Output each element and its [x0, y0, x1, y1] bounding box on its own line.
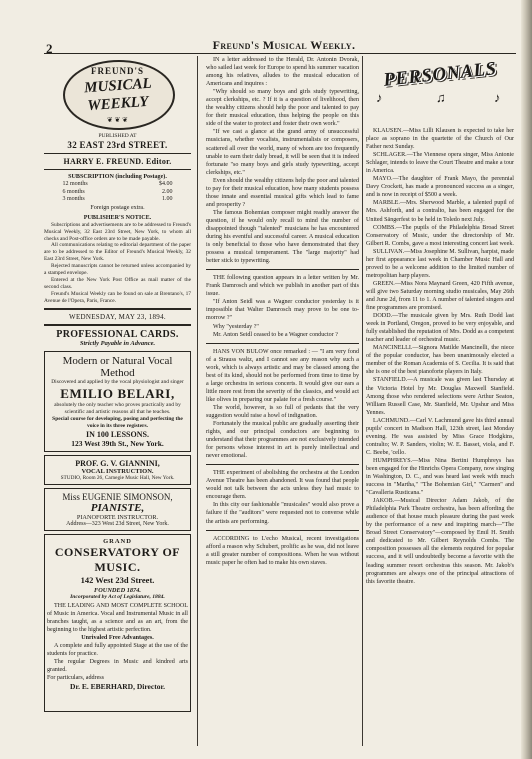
personal-item: KLAUSEN.—Miss Lilli Klausen is expected to take her place as soprano in the quartette of the Church of Our Father next Sunday.: [366, 128, 514, 151]
giannini-card: PROF. G. V. GIANNINI, VOCAL INSTRUCTION. STUDIO, Room 26, Carnegie Music Hall, New York.: [44, 455, 191, 485]
simonson-name: Miss EUGENIE SIMONSON,: [62, 491, 173, 502]
personals-column: [366, 56, 514, 746]
personals-list: [366, 127, 514, 586]
running-head: Freund's Musical Weekly.: [212, 38, 356, 52]
subscription-table: 12 months $4.00 6 months 2.00 3 months 1.00: [62, 181, 173, 203]
editorial-paragraph: Even should the wealthy citizens help the poor and talented to pay for their musical education, how many students possess those innate and essential musical gifts which lead to fame and prosperity ?: [206, 177, 359, 208]
giannini-name: PROF. G. V. GIANNINI,: [75, 458, 160, 468]
editorial-paragraph: Mr. Anton Seidl ceased to be a Wagner conductor ?: [213, 331, 338, 338]
foreign-postage: Foreign postage extra.: [90, 204, 145, 211]
notice-paragraph: Subscriptions and advertisements are to be addressed to Freund's Musical Weekly, 32 East 23rd Street, New York, to whom all checks and Post-office orders are to be made payable.: [44, 221, 191, 242]
personal-item: STANFIELD.—A musicale was given last Thursday at the Victoria Hotel by Mr. Douglas Maxwell Stanfield. Among those who rendered selections were Arthur Seaton, William Russell Case, Mr. Stanfield, Mr. Upshur and Miss Yennes.: [366, 377, 514, 416]
editorial-paragraph: "Why should so many boys and girls study typewriting, accept clerkships, etc. ? If it is a question of livelihood, then the wealthy citizens should help the poor and talented to pay for their musical education, thus helping the people on this side of the water to protect and foster their own work.": [206, 89, 359, 128]
editorial-paragraph: "If we cast a glance at the grand army of unsuccessful musicians, whether vocalists, instrumentalists or composers, scattered all over the world, many of whom are too frequently unable to earn their daily bread, it will be seen that it is indeed fortunate "so many boys and girls study typewriting, accept clerkships, etc.": [206, 129, 359, 176]
editorial-paragraph: The famous Bohemian composer might readily answer the question, if he would only recall to mind the number of disappointed though "talented" musicians he has encountered during his eventful and successful career. A musical education is only beneficial to those who have demonstrated that they possess a musical temperament. The "large majority" had better stick to typewriting.: [206, 209, 359, 265]
personal-item: DODD.—The musicale given by Mrs. Ruth Dodd last week in Portland, Oregon, proved to be very enjoyable, and fully established the reputation of Mrs. Dodd as a competent teacher and leader of orchestral music.: [366, 313, 514, 344]
editor-line: HARRY E. FREUND. Editor.: [63, 157, 172, 167]
notice-paragraph: Rejected manuscripts cannot be returned unless accompanied by a stamped envelope.: [44, 263, 191, 277]
personal-item: LACHMUND.—Carl V. Lachmund gave his third annual pupils' concert in Madison Hall, 123th street, last Monday evening. He was assisted by Miss Grace Hodgkins, contralto; W. P. Sanders, violin; W. E. Basset, viola, and F. C. Beebe, 'cello.: [366, 417, 514, 456]
professional-cards-heading: PROFESSIONAL CARDS.: [56, 328, 179, 340]
conservatory-card: GRAND CONSERVATORY OF MUSIC. 142 West 23d Street. FOUNDED 1874. Incorporated by Act of Legislature, 1884. THE LEADING AND MOST COMPLETE SCHOOL of Music in America. Vocal and Instrumental Music in all branches taught, as a science and as an art, from the beginning to the highest artistic perfection. Unrivaled Free Advantages. A complete and fully appointed Stage at the use of the students for practice. The regular Degrees in Music and kindred arts granted. For particulars, address Dr. E. EBERHARD, Director.: [44, 534, 191, 712]
belari-name: EMILIO BELARI,: [60, 385, 175, 401]
personal-item: COMBS.—The pupils of the Philadelphia Broad Street Conservatory of Music, under the directorship of Mr. Gilbert R. Combs, gave a most interesting concert last week.: [366, 224, 514, 247]
header-rule: [44, 53, 516, 54]
editorial-paragraph: HANS VON BULOW once remarked : — "I am very fond of a Strauss waltz, and I cannot see any reason why such a work, which is always artistic and may be classed among the best of its kind, should not be performed from time to time by a large orchestra in serious concerts. It would give our ears a little more rest from the severity of the classics, and would act like olives in preparing our palate for a fresh course.": [206, 348, 359, 403]
editorial-column: [206, 56, 359, 746]
published-at: PUBLISHED AT: [98, 133, 137, 139]
editorial-paragraph: THE experiment of abolishing the orchestra at the London Avenue Theatre has been abandoned. It was found that people would not talk between the acts unless they had music to encourage them.: [206, 470, 359, 501]
dancer-figure-icon: ♪: [494, 90, 501, 105]
page-edge: [521, 0, 532, 759]
personal-item: MANCINELLI.—Signora Matilde Mancinelli, the niece of the popular conductor, has been unanimously elected a member of the Roman Academia of S. Cecilia. It is said that she is one of the best pianoforte players in Italy.: [366, 345, 514, 376]
page-number: 2: [46, 41, 53, 56]
payable-note: Strictly Payable in Advance.: [79, 339, 156, 347]
dancer-figure-icon: ♪: [376, 90, 383, 105]
personals-banner: [366, 56, 514, 124]
editorial-paragraph: In this city our fashionable "musicales" would also prove a failure if the "auditors" were requested not to converse while the artists are performing.: [206, 502, 359, 525]
personal-item: HUMPHREYS.—Miss Nina Bertini Humphreys has been engaged for the Hinrichs Opera Company, now singing in Washington, D. C., and was heard last week with much success in "Martha," "The Bohemian Girl," "Carmen" and "Cavalleria Rusticana.": [366, 457, 514, 497]
editorial-paragraph: Fortunately the musical public are gradually asserting their rights, and our principal conductors are beginning to understand that their programmes are not exclusively intended for persons whose interest in art is purely intellectual and never emotional.: [206, 421, 359, 460]
director-name: Dr. E. EBERHARD, Director.: [70, 682, 165, 692]
personal-item: MAYO.—The daughter of Frank Mayo, the perennial Davy Crockett, has made a pronounced success as a singer, and is now in receipt of $500 a week.: [366, 176, 514, 199]
subscription-title: SUBSCRIPTION (including Postage).: [68, 174, 167, 181]
editorial-paragraph: THE following question appears in a letter written by Mr. Frank Damrosch and which we publish in another part of this issue.: [206, 275, 359, 298]
notice-paragraph: All communications relating to editorial department of the paper are to be addressed to the Editor of Freund's Musical Weekly, 32 East 23rd Street, New York.: [44, 242, 191, 263]
simonson-card: Miss EUGENIE SIMONSON, PIANISTE, PIANOFORTE INSTRUCTOR. Address—323 West 23d Street, New York.: [44, 488, 191, 531]
column-rule-1: [197, 56, 198, 746]
personal-item: JAKOB.—Musical Director Adam Jakob, of the Philadelphia Park Theatre orchestra, has been affording the audience of that house much pleasure during the past week by the performance of a new and inspiring march—"The Broad Street Conservatory"—composed by Emil H. Smith and dedicated to Mr. Gilbert Reynolds Combs. The composition possesses all the elements required for popular success, and it will undoubtedly become a favorite with the leading summer resort orchestras this season. Mr. Jakob's programmes are always one of the principal attractions of this favorite theatre.: [366, 498, 514, 585]
belari-card: Modern or Natural Vocal Method Discovered and applied by the vocal physiologist and singer EMILIO BELARI, absolutely the only teacher who proves practically and by scientific and artistic reasons all that he teaches. Special course for developing, posing and perfecting the voice in its three registers. IN 100 LESSONS. 123 West 39th St., New York.: [44, 351, 191, 452]
notice-title: PUBLISHER'S NOTICE.: [83, 214, 152, 221]
editorial-paragraph: The world, however, is so full of pedants that the very suggestion would raise a howl of indignation.: [206, 404, 359, 419]
editorial-paragraph: IN a letter addressed to the Herald, Dr. Antonin Dvorak, who sailed last week for Europe to spend his summer vacation among his relatives, alludes to the musical education of Americans and inquires :: [206, 57, 359, 88]
issue-date: WEDNESDAY, MAY 23, 1894.: [69, 312, 166, 321]
notice-paragraph: Freund's Musical Weekly can be found on sale at Brentano's, 17 Avenue de l'Opera, Paris, France.: [44, 290, 191, 304]
personal-item: GREEN.—Miss Nora Maynard Green, 420 Fifth avenue, will give two Saturday morning studio musicales, May 26th and June 2d, from 11 to 1. A number of talented singers and fine programmes are promised.: [366, 280, 514, 312]
left-column: [44, 56, 191, 746]
publisher-address: 32 EAST 23rd STREET.: [67, 140, 168, 151]
flourish-icon: ❦ ❦ ❦: [106, 116, 129, 124]
personal-item: MARBLE.—Mrs. Sherwood Marble, a talented pupil of Mrs. Ashforth, and a contralto, has been engaged for the United Sängerfest to be held in Toledo next July.: [366, 200, 514, 223]
notice-paragraph: Entered at the New York Post Office as mail matter of the second class.: [44, 276, 191, 290]
belari-heading: Modern or Natural Vocal Method: [62, 354, 173, 379]
dancer-figure-icon: ♫: [436, 90, 446, 105]
masthead-logo: FREUND'S MUSICAL WEEKLY ❦ ❦ ❦: [59, 58, 177, 130]
editorial-paragraph: ACCORDING to L'echo Musical, recent investigations afford a reason why Schubert, prolific as he was, did not leave a still greater number of compositions. When he was without music paper he often had to make his own staves.: [206, 535, 359, 566]
conservatory-name: CONSERVATORY OF MUSIC.: [54, 544, 181, 574]
editorial-paragraph: "If Anton Seidl was a Wagner conductor yesterday is it impossible that Walter Damrosch may prove to be one to-morrow ?": [206, 299, 359, 322]
personals-title: PERSONALS: [382, 58, 498, 91]
personal-item: SCHLAGER.—The Viennese opera singer, Miss Antonie Schlager, intends to leave the Court Theatre and make a tour in America.: [366, 152, 514, 175]
personal-item: SULLIVAN.—Miss Josephine M. Sullivan, harpist, made her first appearance last week in Chamber Music Hall and proved to be a welcome addition to the limited number of metropolitan harp players.: [366, 248, 514, 279]
editorial-paragraph: Why "yesterday ?": [213, 323, 259, 330]
column-rule-2: [362, 56, 363, 746]
